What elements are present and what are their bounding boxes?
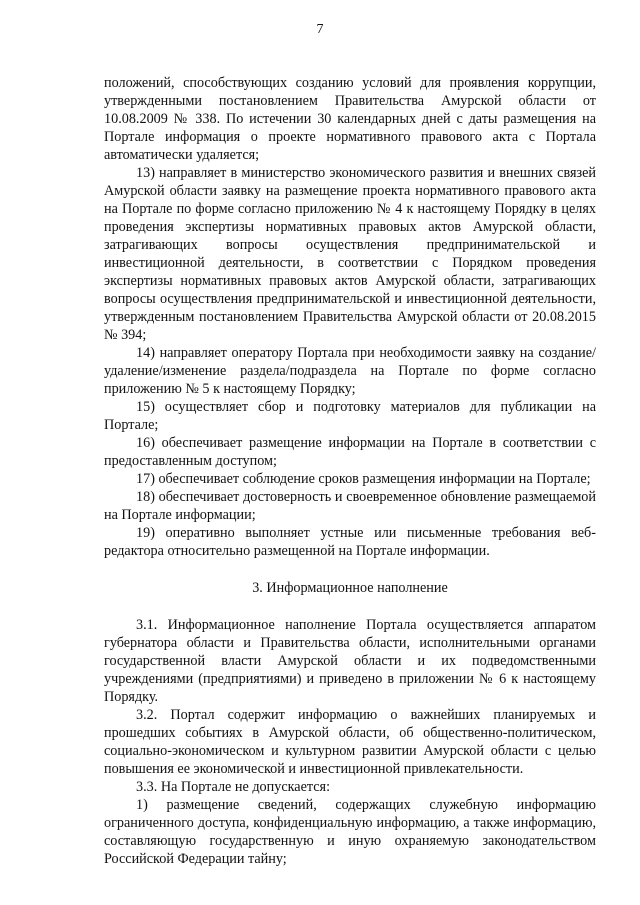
section-heading: 3. Информационное наполнение [252, 580, 448, 596]
paragraph-item-19: 19) оперативно выполняет устные или письменные требования веб-редактора относительно размещенной на Портале информации. [104, 525, 596, 559]
paragraph-item-17: 17) обеспечивает соблюдение сроков размещения информации на Портале; [136, 471, 591, 487]
paragraph-item-13: 13) направляет в министерство экономического развития и внешних связей Амурской области заявку на размещение проекта нормативного правового акта на Портале по форме согласно приложению № 4 к настоящему Порядку в целях проведения экспертизы нормативных правовых актов Амурской области, затрагивающих вопросы осуществления предпринимательской и инвестиционной деятельности, в соответствии с Порядком проведения экспертизы нормативных правовых актов Амурской области, затрагивающих вопросы осуществления предпринимательской и инвестиционной деятельности, утвержденным постановлением Правительства Амурской области от 20.08.2015 № 394; [104, 165, 596, 343]
paragraph-3-1: 3.1. Информационное наполнение Портала осуществляется аппаратом губернатора области и Правительства области, исполнительными органами государственной власти Амурской области и их подведомственными учреждениями (предприятиями) и приведено в приложении № 6 к настоящему Порядку. [104, 617, 596, 705]
page-number: 7 [316, 22, 324, 37]
paragraph-continuation: положений, способствующих созданию условий для проявления коррупции, утвержденными постановлением Правительства Амурской области от 10.08.2009 № 338. По истечении 30 календарных дней с даты размещения на Портале информация о проекте нормативного правового акта с Портала автоматически удаляется; [104, 75, 596, 163]
paragraph-3-2: 3.2. Портал содержит информацию о важнейших планируемых и прошедших событиях в Амурской области, об общественно-политическом, социально-экономическом и культурном развитии Амурской области с целью повышения ее экономической и инвестиционной привлекательности. [104, 707, 596, 777]
document-body [104, 74, 596, 868]
paragraph-item-18: 18) обеспечивает достоверность и своевременное обновление размещаемой на Портале информации; [104, 489, 596, 523]
paragraph-3-3: 3.3. На Портале не допускается: [136, 779, 331, 795]
paragraph-item-16: 16) обеспечивает размещение информации на Портале в соответствии с предоставленным доступом; [104, 435, 596, 469]
paragraph-item-15: 15) осуществляет сбор и подготовку материалов для публикации на Портале; [104, 399, 596, 433]
paragraph-item-14: 14) направляет оператору Портала при необходимости заявку на создание/удаление/изменение раздела/подраздела на Портале по форме согласно приложению № 5 к настоящему Порядку; [104, 345, 596, 397]
paragraph-3-3-item-1: 1) размещение сведений, содержащих служебную информацию ограниченного доступа, конфиденциальную информацию, а также информацию, составляющую государственную и иную охраняемую законодательством Российской Федерации тайну; [104, 797, 596, 867]
